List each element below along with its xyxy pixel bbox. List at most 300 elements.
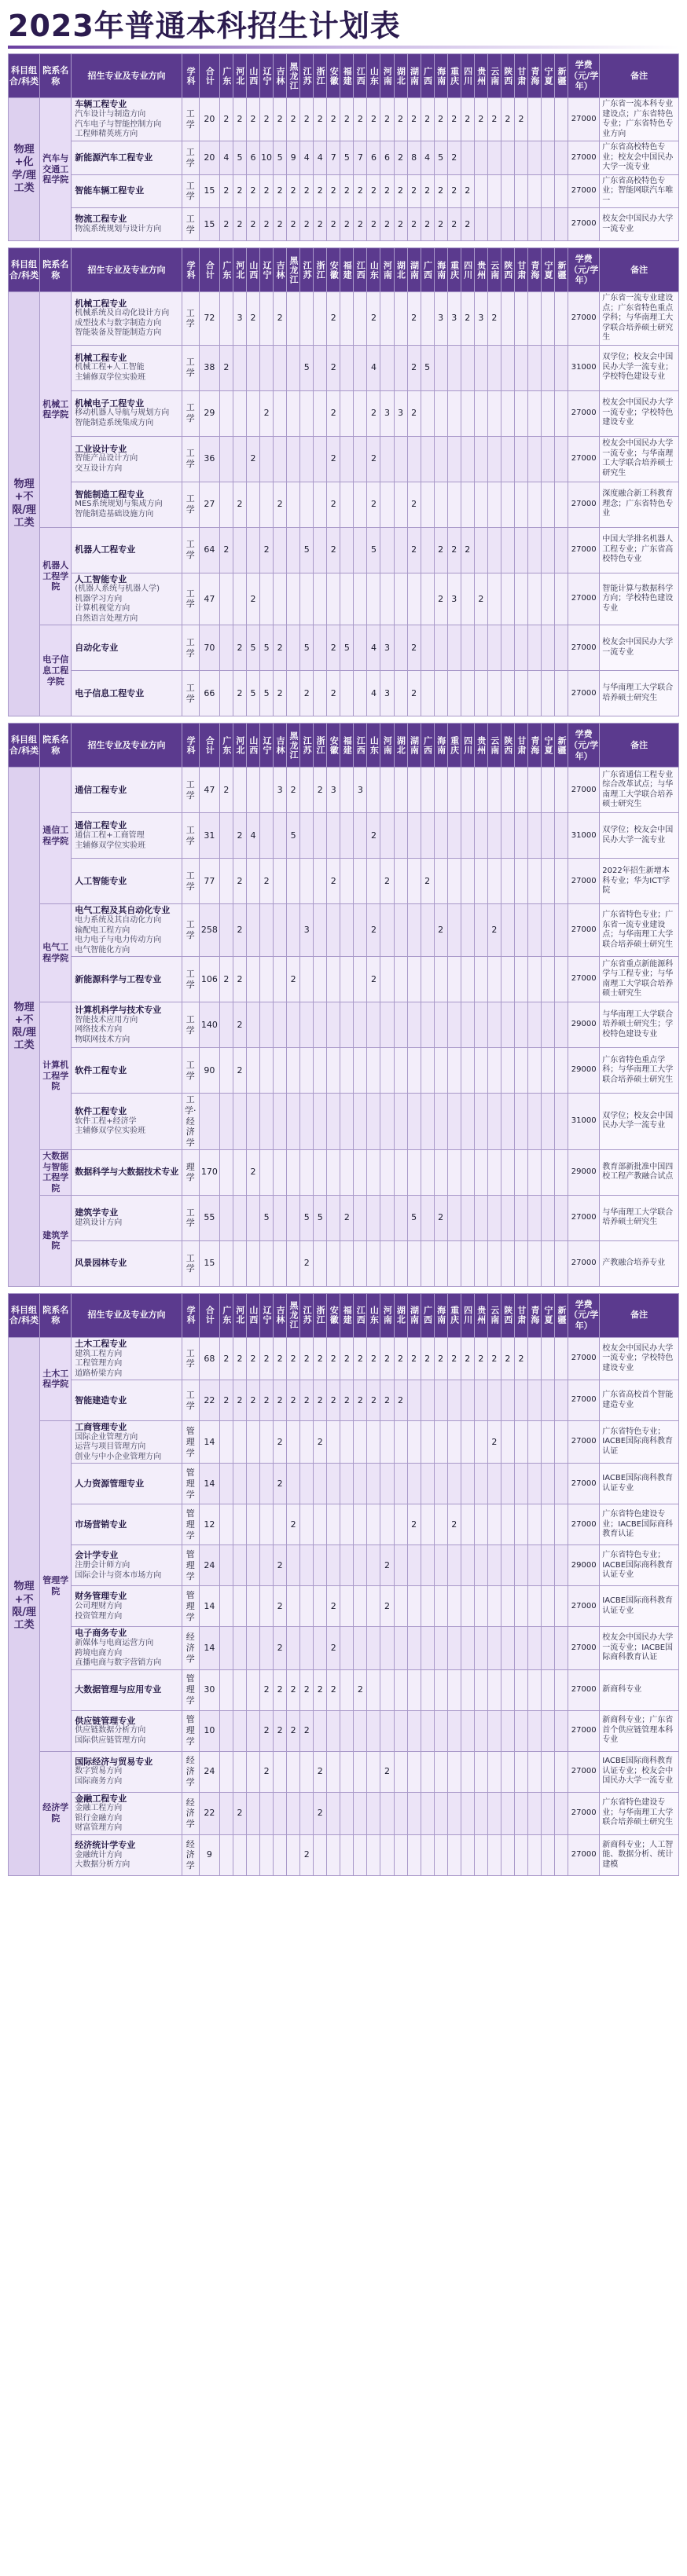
province-quota-cell (487, 957, 501, 1002)
note-cell: 双学位；校友会中国民办大学一流专业 (600, 813, 679, 859)
province-quota-cell (527, 174, 541, 208)
province-quota-cell (527, 1586, 541, 1627)
subject-cell: 工学 (182, 813, 199, 859)
province-quota-cell (394, 1094, 407, 1150)
subject-cell: 工学 (182, 1195, 199, 1240)
province-quota-cell (340, 957, 354, 1002)
province-quota-cell (474, 1792, 487, 1834)
province-quota-cell (501, 1240, 514, 1286)
header-province: 吉林 (274, 1293, 287, 1337)
province-quota-cell (542, 1669, 555, 1710)
province-quota-cell (407, 1240, 421, 1286)
province-quota-cell: 2 (314, 1669, 327, 1710)
province-quota-cell (233, 1627, 246, 1669)
province-quota-cell (354, 1094, 367, 1150)
province-quota-cell (527, 1464, 541, 1504)
province-quota-cell (514, 1421, 527, 1464)
fee-cell: 27000 (568, 625, 600, 671)
province-quota-cell: 2 (380, 1586, 394, 1627)
table-row (9, 1094, 679, 1150)
province-quota-cell: 2 (300, 1337, 314, 1380)
province-quota-cell: 9 (287, 141, 300, 175)
header-province: 河北 (233, 54, 246, 98)
total-cell: 66 (199, 671, 219, 716)
major-cell (72, 1504, 182, 1545)
province-quota-cell (474, 390, 487, 436)
header-province: 福建 (340, 248, 354, 292)
province-quota-cell (327, 1094, 340, 1150)
fee-cell: 29000 (568, 1048, 600, 1094)
province-quota-cell (421, 1380, 434, 1421)
province-quota-cell (247, 345, 260, 390)
header-row (9, 54, 679, 98)
province-quota-cell: 5 (340, 625, 354, 671)
province-quota-cell: 2 (367, 1380, 380, 1421)
province-quota-cell (474, 813, 487, 859)
province-quota-cell (447, 1834, 461, 1875)
province-quota-cell (555, 1751, 568, 1792)
note-cell: 广东省高校特色专业；智能网联汽车唯一 (600, 174, 679, 208)
province-quota-cell: 2 (300, 1710, 314, 1751)
major-direction: 运营与项目管理方向 (75, 1442, 146, 1452)
province-quota-cell (260, 482, 274, 527)
province-quota-cell (527, 1380, 541, 1421)
major-direction: 电力系统及其自动化方向 (75, 916, 162, 925)
province-quota-cell (367, 1792, 380, 1834)
province-quota-cell: 2 (327, 390, 340, 436)
province-quota-cell (354, 1421, 367, 1464)
major-direction: 银行金融方向 (75, 1813, 123, 1823)
province-quota-cell: 2 (233, 482, 246, 527)
province-quota-cell (474, 1710, 487, 1751)
province-quota-cell (394, 1195, 407, 1240)
major-direction: 智能制造系统集成方向 (75, 418, 154, 427)
province-quota-cell (474, 174, 487, 208)
province-quota-cell (542, 98, 555, 141)
major-name: 工商管理专业 (75, 1422, 127, 1432)
note-cell: 校友会中国民办大学一流专业；学校特色建设专业 (600, 390, 679, 436)
province-quota-cell: 2 (287, 957, 300, 1002)
major-cell (72, 1627, 182, 1669)
province-quota-cell: 5 (247, 671, 260, 716)
province-quota-cell (514, 625, 527, 671)
province-quota-cell (527, 292, 541, 346)
province-quota-cell (219, 625, 233, 671)
province-quota-cell (407, 436, 421, 482)
province-quota-cell (542, 141, 555, 175)
table-row (9, 671, 679, 716)
major-cell (72, 1048, 182, 1094)
province-quota-cell (354, 1710, 367, 1751)
province-quota-cell: 2 (407, 174, 421, 208)
table-row (9, 1464, 679, 1504)
province-quota-cell (461, 1751, 474, 1792)
table-row (9, 1240, 679, 1286)
header-province: 湖南 (407, 724, 421, 768)
province-quota-cell (501, 208, 514, 241)
province-quota-cell: 2 (447, 1504, 461, 1545)
province-quota-cell (542, 957, 555, 1002)
province-quota-cell: 3 (380, 671, 394, 716)
province-quota-cell (487, 1586, 501, 1627)
header-province: 福建 (340, 54, 354, 98)
province-quota-cell (461, 904, 474, 957)
province-quota-cell (487, 1464, 501, 1504)
note-cell: 校友会中国民办大学一流专业；学校特色建设专业 (600, 1337, 679, 1380)
province-quota-cell (474, 345, 487, 390)
province-quota-cell (434, 671, 447, 716)
major-direction: 计算机视觉方向 (75, 604, 130, 614)
province-quota-cell (394, 345, 407, 390)
major-direction: 道路桥梁方向 (75, 1369, 123, 1378)
college-cell: 管理学院 (40, 1421, 72, 1752)
province-quota-cell (527, 1669, 541, 1710)
header-province: 辽宁 (260, 724, 274, 768)
province-quota-cell (555, 1464, 568, 1504)
province-quota-cell (287, 436, 300, 482)
header-province: 贵州 (474, 724, 487, 768)
province-quota-cell (340, 527, 354, 573)
header-province: 广西 (421, 724, 434, 768)
table-row (9, 292, 679, 346)
province-quota-cell (514, 1834, 527, 1875)
province-quota-cell (434, 1710, 447, 1751)
province-quota-cell (447, 859, 461, 904)
province-quota-cell (314, 1094, 327, 1150)
header-province: 广西 (421, 54, 434, 98)
table-row (9, 573, 679, 625)
fee-cell: 31000 (568, 1094, 600, 1150)
province-quota-cell (233, 527, 246, 573)
province-quota-cell (233, 1421, 246, 1464)
province-quota-cell (434, 1149, 447, 1195)
province-quota-cell (247, 1545, 260, 1586)
province-quota-cell (527, 98, 541, 141)
province-quota-cell: 2 (447, 208, 461, 241)
province-quota-cell (542, 1627, 555, 1669)
major-cell (72, 98, 182, 141)
province-quota-cell (501, 1002, 514, 1048)
province-quota-cell (474, 1627, 487, 1669)
province-quota-cell (394, 1048, 407, 1094)
major-direction: 投资管理方向 (75, 1611, 123, 1621)
province-quota-cell (487, 1710, 501, 1751)
province-quota-cell: 2 (233, 859, 246, 904)
province-quota-cell (274, 1048, 287, 1094)
province-quota-cell (354, 1545, 367, 1586)
province-quota-cell (367, 1195, 380, 1240)
note-cell: 校友会中国民办大学一流专业；IACBE国际商科教育认证 (600, 1627, 679, 1669)
province-quota-cell (474, 1545, 487, 1586)
province-quota-cell (287, 1464, 300, 1504)
province-quota-cell (461, 625, 474, 671)
province-quota-cell: 2 (474, 573, 487, 625)
province-quota-cell (219, 1627, 233, 1669)
province-quota-cell: 2 (354, 208, 367, 241)
province-quota-cell (461, 957, 474, 1002)
province-quota-cell (407, 1669, 421, 1710)
province-quota-cell (327, 1504, 340, 1545)
province-quota-cell: 2 (434, 208, 447, 241)
province-quota-cell: 2 (367, 436, 380, 482)
province-quota-cell (367, 1545, 380, 1586)
province-quota-cell (555, 1834, 568, 1875)
subject-cell: 工学 (182, 1380, 199, 1421)
fee-cell: 27000 (568, 1504, 600, 1545)
note-cell: 新商科专业；广东省首个供应链管理本科专业 (600, 1710, 679, 1751)
province-quota-cell (555, 625, 568, 671)
province-quota-cell: 2 (260, 859, 274, 904)
province-quota-cell (474, 1464, 487, 1504)
total-cell: 140 (199, 1002, 219, 1048)
province-quota-cell (340, 1149, 354, 1195)
province-quota-cell (474, 1048, 487, 1094)
plan-tables (0, 53, 687, 1876)
province-quota-cell (407, 1792, 421, 1834)
province-quota-cell (260, 1834, 274, 1875)
note-cell: 教育部新批准中国四校工程产教融合试点 (600, 1149, 679, 1195)
province-quota-cell (447, 1627, 461, 1669)
province-quota-cell (300, 1627, 314, 1669)
province-quota-cell (314, 1149, 327, 1195)
province-quota-cell (219, 436, 233, 482)
province-quota-cell (367, 768, 380, 813)
note-cell: 广东省一流本科专业建设点；广东省特色专业；广东省特色专业方向 (600, 98, 679, 141)
province-quota-cell (354, 1002, 367, 1048)
province-quota-cell (474, 527, 487, 573)
college-cell: 大数据与智能工程学院 (40, 1149, 72, 1195)
subject-cell: 管理学 (182, 1586, 199, 1627)
province-quota-cell (447, 1002, 461, 1048)
province-quota-cell: 2 (327, 482, 340, 527)
province-quota-cell (461, 141, 474, 175)
header-province: 海南 (434, 54, 447, 98)
province-quota-cell (354, 1464, 367, 1504)
province-quota-cell: 2 (447, 174, 461, 208)
province-quota-cell: 5 (300, 625, 314, 671)
province-quota-cell: 2 (247, 1380, 260, 1421)
province-quota-cell (527, 671, 541, 716)
fee-cell: 27000 (568, 904, 600, 957)
province-quota-cell: 5 (247, 625, 260, 671)
province-quota-cell (327, 957, 340, 1002)
header-province: 青海 (527, 1293, 541, 1337)
header-province: 甘肃 (514, 724, 527, 768)
province-quota-cell (514, 1464, 527, 1504)
province-quota-cell (314, 859, 327, 904)
province-quota-cell (555, 1627, 568, 1669)
province-quota-cell: 2 (487, 292, 501, 346)
major-direction: 成型技术与数字制造方向 (75, 318, 162, 328)
province-quota-cell: 2 (407, 1504, 421, 1545)
province-quota-cell (434, 625, 447, 671)
header-college: 院系名称 (40, 54, 72, 98)
major-direction: 创业与中小企业管理方向 (75, 1452, 162, 1461)
note-cell: IACBE国际商科教育认证专业 (600, 1586, 679, 1627)
college-cell: 建筑学院 (40, 1195, 72, 1286)
province-quota-cell: 5 (314, 1195, 327, 1240)
province-quota-cell: 2 (407, 208, 421, 241)
province-quota-cell: 2 (354, 1380, 367, 1421)
province-quota-cell (274, 390, 287, 436)
province-quota-cell: 2 (380, 1337, 394, 1380)
province-quota-cell (487, 1380, 501, 1421)
subject-cell: 工学·经济学 (182, 1094, 199, 1150)
major-name: 人工智能专业 (75, 875, 127, 886)
province-quota-cell (461, 1149, 474, 1195)
province-quota-cell: 2 (407, 390, 421, 436)
province-quota-cell (447, 768, 461, 813)
province-quota-cell (314, 573, 327, 625)
province-quota-cell (421, 527, 434, 573)
province-quota-cell: 2 (354, 98, 367, 141)
province-quota-cell (555, 904, 568, 957)
subject-cell: 工学 (182, 1240, 199, 1286)
province-quota-cell (314, 1048, 327, 1094)
province-quota-cell (233, 768, 246, 813)
province-quota-cell: 2 (434, 904, 447, 957)
major-direction: 物流系统规划与设计方向 (75, 225, 162, 234)
total-cell: 47 (199, 573, 219, 625)
province-quota-cell (514, 1545, 527, 1586)
province-quota-cell (367, 1586, 380, 1627)
province-quota-cell (340, 813, 354, 859)
table-row (9, 1751, 679, 1792)
province-quota-cell (340, 1586, 354, 1627)
subject-cell: 工学 (182, 1337, 199, 1380)
province-quota-cell (555, 436, 568, 482)
major-cell (72, 625, 182, 671)
major-name: 金融工程专业 (75, 1793, 127, 1804)
province-quota-cell (407, 1834, 421, 1875)
header-province: 重庆 (447, 248, 461, 292)
province-quota-cell (340, 1421, 354, 1464)
province-quota-cell (514, 1751, 527, 1792)
header-province: 辽宁 (260, 248, 274, 292)
province-quota-cell (421, 904, 434, 957)
province-quota-cell (219, 1094, 233, 1150)
subject-cell: 经济学 (182, 1627, 199, 1669)
province-quota-cell (219, 1421, 233, 1464)
table-row (9, 957, 679, 1002)
province-quota-cell (434, 1834, 447, 1875)
province-quota-cell (394, 573, 407, 625)
province-quota-cell: 2 (247, 573, 260, 625)
province-quota-cell: 3 (474, 292, 487, 346)
fee-cell: 27000 (568, 436, 600, 482)
province-quota-cell (287, 1195, 300, 1240)
major-direction: 交互设计方向 (75, 464, 123, 473)
province-quota-cell (447, 1545, 461, 1586)
subject-cell: 工学 (182, 482, 199, 527)
major-cell (72, 390, 182, 436)
major-cell (72, 1751, 182, 1792)
header-province: 新疆 (555, 724, 568, 768)
major-name: 自动化专业 (75, 642, 119, 653)
province-quota-cell (487, 1669, 501, 1710)
province-quota-cell (487, 625, 501, 671)
major-cell (72, 1710, 182, 1751)
province-quota-cell (501, 1669, 514, 1710)
province-quota-cell (447, 1149, 461, 1195)
province-quota-cell (461, 813, 474, 859)
major-cell (72, 482, 182, 527)
header-category: 科目组合/科类 (9, 1293, 40, 1337)
province-quota-cell: 5 (434, 141, 447, 175)
province-quota-cell: 2 (367, 482, 380, 527)
province-quota-cell (394, 1710, 407, 1751)
note-cell: 与华南理工大学联合培养硕士研究生 (600, 1195, 679, 1240)
province-quota-cell: 2 (327, 436, 340, 482)
province-quota-cell (287, 1792, 300, 1834)
major-direction: 金融工程方向 (75, 1804, 123, 1813)
note-cell: 广东省高校首个智能建造专业 (600, 1380, 679, 1421)
table-body (9, 768, 679, 1287)
province-quota-cell (514, 1048, 527, 1094)
province-quota-cell (474, 625, 487, 671)
province-quota-cell: 2 (394, 174, 407, 208)
province-quota-cell (247, 768, 260, 813)
fee-cell: 27000 (568, 390, 600, 436)
province-quota-cell (434, 1464, 447, 1504)
province-quota-cell (542, 768, 555, 813)
title-accent-bar (8, 46, 679, 49)
province-quota-cell (260, 957, 274, 1002)
province-quota-cell (314, 1627, 327, 1669)
province-quota-cell (380, 1710, 394, 1751)
province-quota-cell (260, 436, 274, 482)
province-quota-cell (501, 390, 514, 436)
province-quota-cell (514, 292, 527, 346)
province-quota-cell (527, 1240, 541, 1286)
total-cell: 14 (199, 1464, 219, 1504)
header-note: 备注 (600, 1293, 679, 1337)
province-quota-cell (354, 671, 367, 716)
province-quota-cell (487, 1545, 501, 1586)
header-province: 浙江 (314, 54, 327, 98)
header-province: 重庆 (447, 54, 461, 98)
province-quota-cell: 2 (300, 174, 314, 208)
province-quota-cell (421, 813, 434, 859)
header-province: 山西 (247, 54, 260, 98)
table-row (9, 1669, 679, 1710)
table-row (9, 625, 679, 671)
major-name: 市场营销专业 (75, 1519, 127, 1530)
province-quota-cell (555, 1337, 568, 1380)
province-quota-cell: 2 (219, 527, 233, 573)
province-quota-cell (380, 292, 394, 346)
major-direction: 电气智能化方向 (75, 945, 130, 955)
province-quota-cell (300, 1586, 314, 1627)
province-quota-cell: 2 (287, 1380, 300, 1421)
province-quota-cell (407, 1464, 421, 1504)
province-quota-cell (487, 768, 501, 813)
province-quota-cell (380, 1792, 394, 1834)
major-name: 软件工程专业 (75, 1064, 127, 1075)
province-quota-cell (421, 573, 434, 625)
province-quota-cell: 2 (274, 1545, 287, 1586)
province-quota-cell: 2 (407, 671, 421, 716)
province-quota-cell: 5 (340, 141, 354, 175)
province-quota-cell: 2 (247, 1337, 260, 1380)
province-quota-cell (314, 904, 327, 957)
total-cell: 15 (199, 208, 219, 241)
major-name: 电子信息工程专业 (75, 687, 145, 698)
province-quota-cell (514, 482, 527, 527)
province-quota-cell (380, 1627, 394, 1669)
province-quota-cell: 2 (434, 573, 447, 625)
province-quota-cell (274, 1504, 287, 1545)
